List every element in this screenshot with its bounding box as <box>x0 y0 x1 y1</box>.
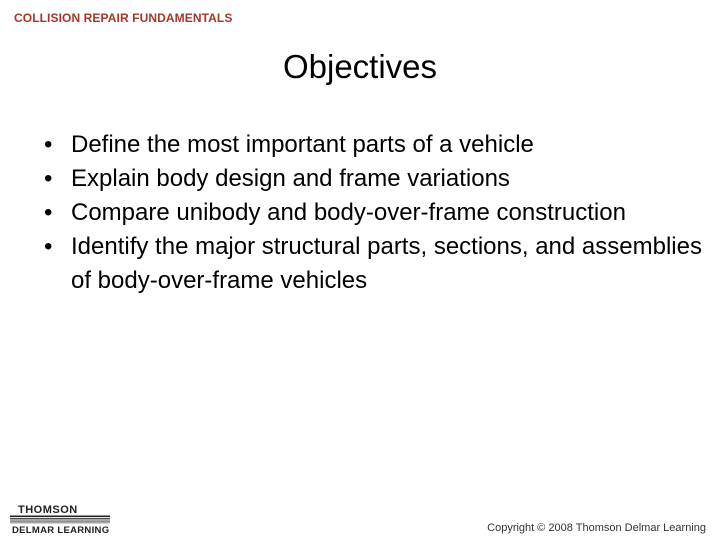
logo-thomson-text: THOMSON <box>18 504 78 516</box>
bullet-item <box>44 230 704 298</box>
bullet-text: Compare unibody and body-over-frame construction <box>71 199 626 226</box>
header-brand: COLLISION REPAIR FUNDAMENTALS <box>14 11 233 25</box>
bullet-item <box>44 128 704 162</box>
bullet-marker: • <box>44 165 53 192</box>
bullet-marker: • <box>44 131 53 158</box>
slide-title: Objectives <box>282 48 438 85</box>
logo-delmar-text: DELMAR LEARNING <box>12 525 110 536</box>
bullet-item <box>44 162 704 196</box>
bullet-marker: • <box>44 199 53 226</box>
bullet-item <box>44 196 704 230</box>
bullet-marker: • <box>44 233 53 260</box>
thomson-delmar-logo <box>10 504 110 536</box>
copyright-notice: Copyright © 2008 Thomson Delmar Learning <box>487 522 706 534</box>
logo-stripes-icon <box>10 515 110 525</box>
bullet-text: Identify the major structural parts, sections, and assemblies of body-over-frame vehicles <box>71 233 702 294</box>
bullet-text: Explain body design and frame variations <box>71 165 510 192</box>
bullet-text: Define the most important parts of a vehicle <box>71 131 534 158</box>
objectives-list <box>44 128 704 298</box>
